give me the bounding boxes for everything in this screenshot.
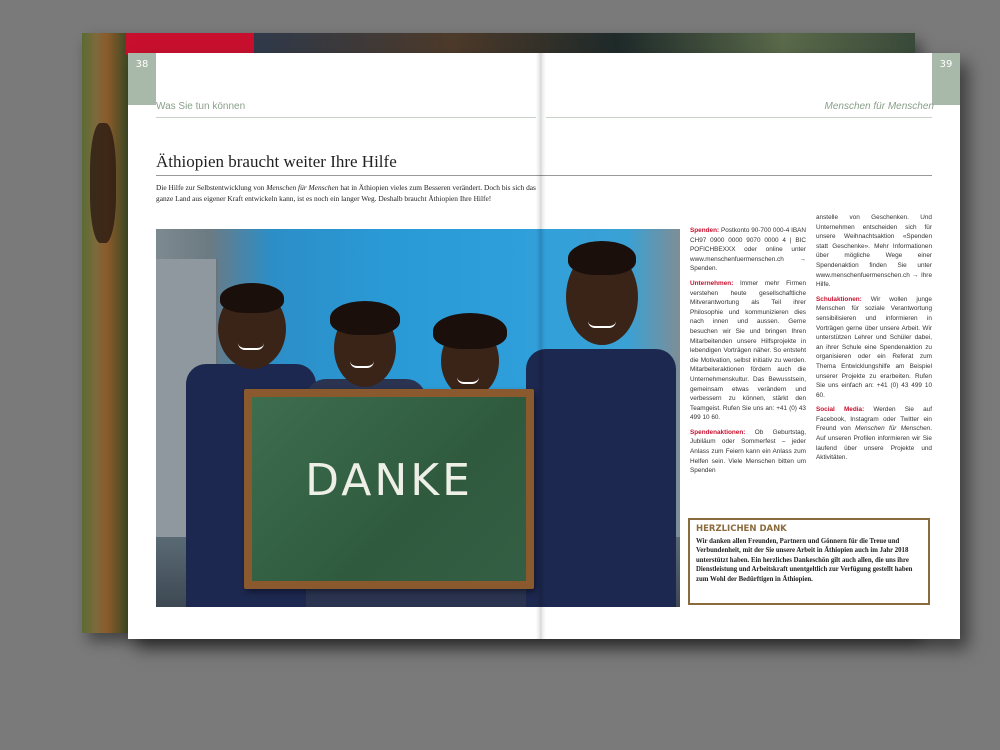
section-label-right: Menschen für Menschen — [824, 101, 934, 112]
paragraph-continued: anstelle von Geschenken. Und Unternehmen entscheiden sich für unsere Weihnachtsaktion «Spenden statt Geschenke». Mehr Informationen über mögliche Wege einer Spendenaktion finden Sie unter www.menschenfuermenschen.ch → Ihre Hilfe. — [816, 214, 932, 289]
page-number-left: 38 — [128, 53, 156, 105]
paragraph-schulaktionen: Schulaktionen: Wir wollen junge Menschen für soziale Verantwortung sensibilisieren und informieren in Vorträgen gerne über unsere Arbeit. Wir unterstützen Lehrer und Schüler dabei, an ihrer Schule eine Spendenaktion zu organisieren oder ein Referat zum Thema Entwicklungshilfe am Beispiel unserer Projekte zu erarbeiten. Rufen Sie uns einfach an: +41 (0) 43 499 10 60. — [816, 295, 932, 399]
thanks-box — [688, 518, 930, 605]
chalkboard-surface — [252, 397, 526, 581]
paragraph-social-media: Social Media: Werden Sie auf Facebook, Instagram oder Twitter ein Freund von Menschen für Menschen. Auf unseren Profilen informieren wir Sie laufend über unsere Projekte und Aktivitäten. — [816, 406, 932, 462]
children-photo — [156, 229, 680, 607]
background-photo-strip — [254, 33, 915, 55]
text-column-2 — [816, 213, 932, 468]
page-headline: Äthiopien braucht weiter Ihre Hilfe — [156, 152, 397, 171]
background-red-band — [126, 33, 254, 55]
background-photo-edge — [82, 33, 128, 633]
paragraph-unternehmen: Unternehmen: Immer mehr Firmen verstehen heute gesellschaftliche Mitverantwortung als Teil ihrer Philosophie und kommunizieren dies nach innen und aussen. Gerne besuchen wir Sie und bringen Ihren Mitarbeitenden unsere Hilfsprojekte in lebendigen Vorträgen näher. So entsteht die Motivation, selbst initiativ zu werden. Mitarbeiteraktionen fördern auch die Unternehmenskultur. Das Bewusstsein, gemeinsam etwas verändern und verbessern zu können, stärkt den Teamgeist. Rufen Sie uns an: +41 (0) 43 499 10 60. — [690, 279, 806, 422]
chalkboard-text: DANKE — [305, 455, 473, 506]
brochure-spread — [128, 53, 960, 639]
paragraph-spendenaktionen: Spendenaktionen: Ob Geburtstag, Jubiläum oder Sommerfest – jeder Anlass zum Feiern kann ein Anlass zum Helfen sein. Viele Menschen bitten um Spenden — [690, 428, 806, 475]
page-number-right: 39 — [932, 53, 960, 105]
chalkboard — [244, 389, 534, 589]
section-label-left: Was Sie tun können — [156, 101, 246, 112]
header-rule-left — [156, 117, 536, 118]
paragraph-spenden: Spenden: Postkonto 90-700 000-4 IBAN CH97 0900 0000 9070 0000 4 | BIC POFICHBEXXX oder online unter www.menschenfuermenschen.ch → Spenden. — [690, 227, 806, 273]
thanks-title: HERZLICHEN DANK — [696, 524, 787, 534]
header-rule-right — [546, 117, 932, 118]
child-4 — [526, 229, 676, 607]
spread-gutter — [536, 53, 546, 639]
text-column-1 — [690, 226, 806, 481]
thanks-text: Wir danken allen Freunden, Partnern und Gönnern für die Treue und Verbundenheit, mit der Sie unsere Arbeit in Äthiopien auch im Jahr 2018 unterstützt haben. Ein herzliches Dankeschön gilt auch allen, die uns ihre Dienstleistung und Arbeitskraft unentgeltlich zur Verfügung gestellt haben zum Wohl der Bedürftigen in Äthiopien. — [696, 538, 913, 583]
intro-text: Die Hilfe zur Selbstentwicklung von Menschen für Menschen hat in Äthiopien vieles zum Besseren verändert. Doch bis sich das ganze Land aus eigener Kraft entwickeln kann, ist es noch ein langer Weg. Deshalb braucht Äthiopien Ihre Hilfe! — [156, 183, 536, 203]
